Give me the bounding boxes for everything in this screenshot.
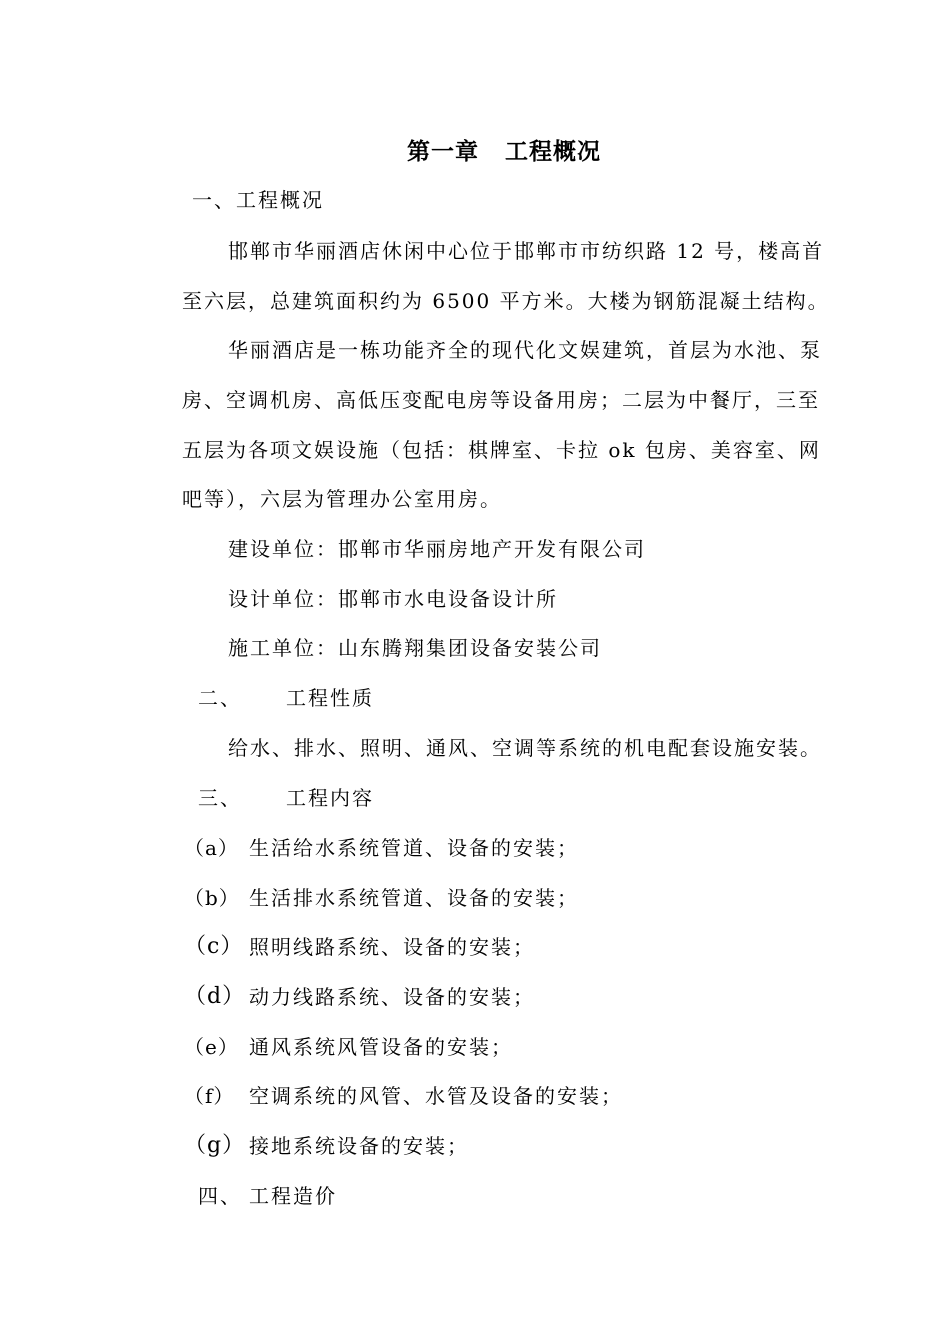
builder-line: 建设单位：邯郸市华丽房地产开发有限公司 xyxy=(228,537,646,561)
contractor-line: 施工单位：山东腾翔集团设备安装公司 xyxy=(228,636,602,660)
list-item-a-marker: （a） xyxy=(184,836,239,860)
para2-line1: 华丽酒店是一栋功能齐全的现代化文娱建筑，首层为水池、泵 xyxy=(228,338,822,362)
chapter-number: 第一章 xyxy=(407,138,479,165)
list-item-g: 接地系统设备的安装； xyxy=(249,1134,469,1158)
section2-number: 二、 xyxy=(198,686,242,710)
para2-line4: 吧等），六层为管理办公室用房。 xyxy=(182,487,502,511)
list-item-b: 生活排水系统管道、设备的安装； xyxy=(249,886,579,910)
chapter-heading: 工程概况 xyxy=(505,138,601,165)
section3-heading: 工程内容 xyxy=(286,786,374,810)
para2-line3: 五层为各项文娱设施（包括：棋牌室、卡拉 ok 包房、美容室、网 xyxy=(182,438,821,462)
section3-number: 三、 xyxy=(198,786,242,810)
list-item-f-marker: （f） xyxy=(184,1084,235,1108)
list-item-c-marker: （c） xyxy=(184,934,244,959)
para1-line1: 邯郸市华丽酒店休闲中心位于邯郸市市纺织路 12 号，楼高首 xyxy=(228,239,825,263)
section2-heading: 工程性质 xyxy=(286,686,374,710)
list-item-c: 照明线路系统、设备的安装； xyxy=(249,935,535,959)
section4-number: 四、 xyxy=(198,1184,242,1208)
list-item-a: 生活给水系统管道、设备的安装； xyxy=(249,836,579,860)
list-item-d-marker: （d） xyxy=(184,984,246,1009)
list-item-f: 空调系统的风管、水管及设备的安装； xyxy=(249,1084,623,1108)
para1-line2: 至六层，总建筑面积约为 6500 平方米。大楼为钢筋混凝土结构。 xyxy=(182,289,830,313)
chapter-title xyxy=(407,138,601,166)
designer-line: 设计单位：邯郸市水电设备设计所 xyxy=(228,587,558,611)
list-item-e-marker: （e） xyxy=(184,1035,239,1059)
list-item-e: 通风系统风管设备的安装； xyxy=(249,1035,513,1059)
list-item-g-marker: （g） xyxy=(184,1133,246,1158)
section4-heading: 工程造价 xyxy=(249,1184,337,1208)
list-item-d: 动力线路系统、设备的安装； xyxy=(249,985,535,1009)
list-item-b-marker: （b） xyxy=(184,886,240,910)
section1-heading: 一、工程概况 xyxy=(192,188,324,212)
section2-text: 给水、排水、照明、通风、空调等系统的机电配套设施安装。 xyxy=(228,736,822,760)
para2-line2: 房、空调机房、高低压变配电房等设备用房；二层为中餐厅，三至 xyxy=(182,388,820,412)
